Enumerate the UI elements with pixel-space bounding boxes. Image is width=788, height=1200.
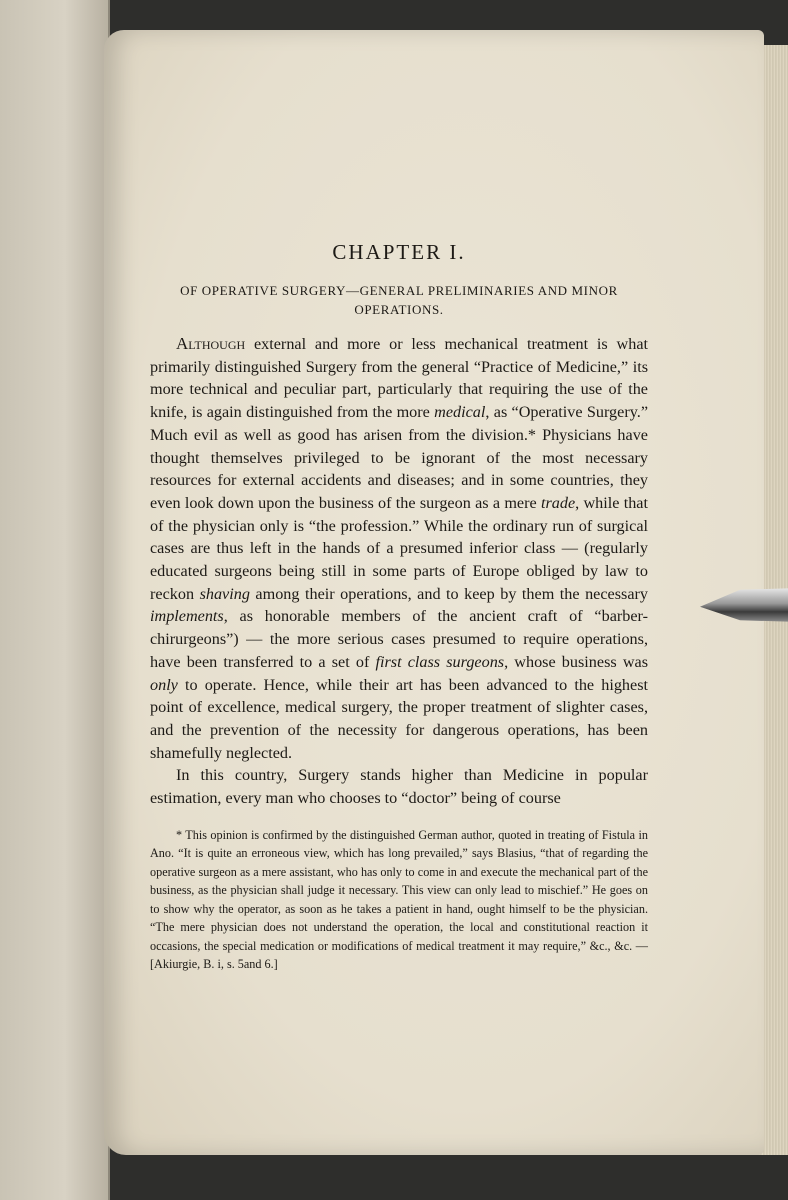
paragraph-1-text-a: external and more or less mechanical treatment is what primarily distinguished Surgery from the general “Practice of Medicine,” its more technical and peculiar part, particularly that requiring the use of the knife, is again distinguished from the more bbox=[150, 335, 648, 422]
emphasis-medical: medical bbox=[434, 403, 486, 422]
paragraph-1-text-f: , whose business was bbox=[504, 652, 648, 671]
paragraph-1-text-b: , as “Operative Surgery.” Much evil as well as good has arisen from the division.* Physicians have thought themselves privileged to be ignorant of the most necessary resources for external accidents and diseases; and in some countries, they even look down upon the business of the surgeon as a mere bbox=[150, 403, 648, 512]
paragraph-1-text-e: , as honorable members of the ancient craft of “barber-chirurgeons”) — the more serious cases presumed to require operations, have been transferred to a set of bbox=[150, 607, 648, 671]
paragraph-1-text-c: , while that of the physician only is “the profession.” While the ordinary run of surgical cases are thus left in the hands of a presumed inferior class — (regularly educated surgeons being still in some parts of Europe obliged by law to reckon bbox=[150, 493, 648, 603]
section-title: OF OPERATIVE SURGERY—GENERAL PRELIMINARIES AND MINOR OPERATIONS. bbox=[180, 283, 618, 317]
emphasis-first-class-surgeons: first class surgeons bbox=[375, 652, 505, 671]
footnote: * This opinion is confirmed by the distinguished German author, quoted in treating of Fistula in Ano. “It is quite an erroneous view, which has long prevailed,” says Blasius, “that of regarding the operative surgeon as a mere assistant, who has only to come in and execute the mechanical part of the business, as the physician shall judge it necessary. This view can only lead to mischief.” He goes on to show why the operator, as soon as he takes a patient in hand, ought himself to be the physician. “The mere physician does not understand the operation, the local and constitutional reaction it occasions, the special medication or modifications of medical treatment it may require,” &c., &c. — [Akiurgie, B. i, s. 5and 6.] bbox=[150, 827, 648, 972]
paragraph-1-text-g: to operate. Hence, while their art has been advanced to the highest point of excellence, medical surgery, the proper treatment of slighter cases, and the prevention of the necessity for dangerous operations, has been shamefully neglected. bbox=[150, 675, 648, 762]
chapter-heading: CHAPTER I. bbox=[332, 240, 466, 264]
paragraph-1 bbox=[150, 333, 648, 764]
emphasis-only: only bbox=[150, 675, 178, 694]
facing-page bbox=[0, 0, 110, 1200]
page-text bbox=[150, 240, 648, 986]
paragraph-1-text-d: among their operations, and to keep by them the necessary bbox=[249, 584, 649, 603]
emphasis-shaving: shaving bbox=[199, 584, 250, 603]
dropcap-word: Although bbox=[176, 334, 246, 353]
emphasis-trade: trade bbox=[540, 493, 576, 512]
emphasis-implements: implements bbox=[150, 607, 224, 626]
paragraph-2: In this country, Surgery stands higher than Medicine in popular estimation, every man who chooses to “doctor” being of course bbox=[150, 766, 648, 808]
